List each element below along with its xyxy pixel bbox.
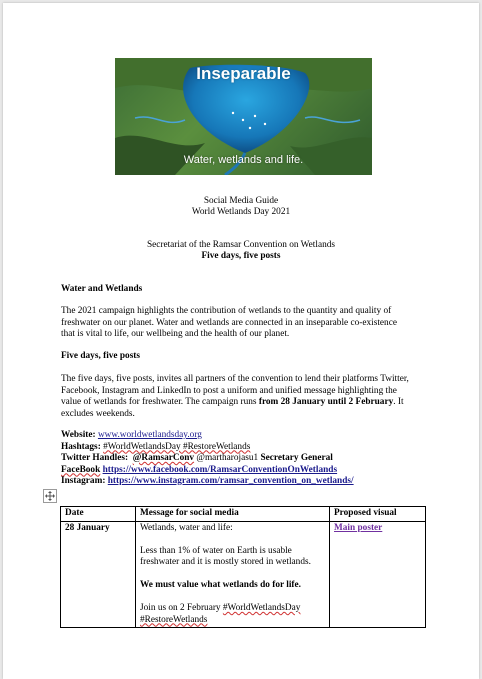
hashtags-line: Hashtags: #WorldWetlandsDay #RestoreWetlands xyxy=(61,441,251,452)
guide-title: Social Media Guide xyxy=(203,196,279,206)
paragraph-line: that is vital to life, our wellbeing and the health of our planet. xyxy=(61,329,290,339)
hashtags-text: #WorldWetlandsDay #RestoreWetlands xyxy=(103,441,251,452)
document-page[interactable] xyxy=(3,3,479,679)
paragraph-line: The five days, five posts, invites all partners of the convention to lend their platforms Twitter, xyxy=(61,374,409,384)
section-heading-water-wetlands: Water and Wetlands xyxy=(61,284,143,294)
column-header-visual: Proposed visual xyxy=(330,507,426,522)
row-visual xyxy=(330,521,426,628)
guide-subtitle: World Wetlands Day 2021 xyxy=(191,207,291,217)
banner-subtitle: Water, wetlands and life. xyxy=(183,154,304,166)
four-arrows-icon xyxy=(45,491,55,501)
section-heading-five-days: Five days, five posts xyxy=(61,351,141,361)
facebook-link[interactable]: https://www.facebook.com/RamsarConventionOnWetlands xyxy=(102,464,338,475)
message-line: We must value what wetlands do for life. xyxy=(140,580,301,590)
campaign-dates: from 28 January until 2 February xyxy=(258,397,394,407)
paragraph-line: The 2021 campaign highlights the contribution of wetlands to the quantity and quality of xyxy=(61,306,392,316)
row-message[interactable] xyxy=(136,521,330,628)
organization-name: Secretariat of the Ramsar Convention on Wetlands xyxy=(146,240,336,250)
paragraph-line: Facebook, Instagram and LinkedIn to post a uniform and unified message highlighting the xyxy=(61,385,397,396)
column-header-date: Date xyxy=(61,507,136,522)
table-row xyxy=(61,521,426,628)
contact-block xyxy=(61,430,425,488)
website-link[interactable]: www.worldwetlandsday.org xyxy=(97,430,202,440)
campaign-tagline: Five days, five posts xyxy=(201,251,281,261)
instagram-line: Instagram: https://www.instagram.com/ramsar_convention_on_wetlands/ xyxy=(61,476,354,486)
twitter-handle-sg: @martharojasu1 xyxy=(196,453,259,463)
twitter-role: Secretary General xyxy=(260,453,333,463)
twitter-handle-ramsar: @RamsarConv xyxy=(132,453,195,463)
campaign-banner-image[interactable] xyxy=(115,58,372,175)
facebook-line: FaceBook https://www.facebook.com/RamsarConventionOnWetlands xyxy=(61,464,338,475)
social-media-schedule-table xyxy=(60,506,426,628)
column-header-message: Message for social media xyxy=(136,507,330,522)
table-move-handle-icon[interactable] xyxy=(43,489,57,503)
banner-title: Inseparable xyxy=(196,64,291,83)
section2-paragraph xyxy=(61,374,425,420)
paragraph-line: value of wetlands for freshwater. The campaign runs from 28 January until 2 February. It xyxy=(61,397,404,407)
instagram-link[interactable]: https://www.instagram.com/ramsar_convention_on_wetlands/ xyxy=(107,476,354,486)
row-date: 28 January xyxy=(61,521,136,628)
message-line: Wetlands, water and life: xyxy=(140,522,233,533)
message-line: Join us on 2 February #WorldWetlandsDay #RestoreWetlands xyxy=(140,603,301,625)
section1-paragraph xyxy=(61,306,425,341)
website-line: Website: www.worldwetlandsday.org xyxy=(61,430,202,440)
table-header-row xyxy=(61,507,426,522)
paragraph-line: excludes weekends. xyxy=(61,408,135,419)
paragraph-line: freshwater on our planet. Water and wetlands are connected in an inseparable co-existence xyxy=(61,317,397,328)
main-poster-link[interactable]: Main poster xyxy=(334,522,383,533)
twitter-line: Twitter Handles: @RamsarConv @martharojasu1 Secretary General xyxy=(61,453,333,463)
message-line: Less than 1% of water on Earth is usable freshwater and it is mostly stored in wetlands. xyxy=(140,545,311,567)
